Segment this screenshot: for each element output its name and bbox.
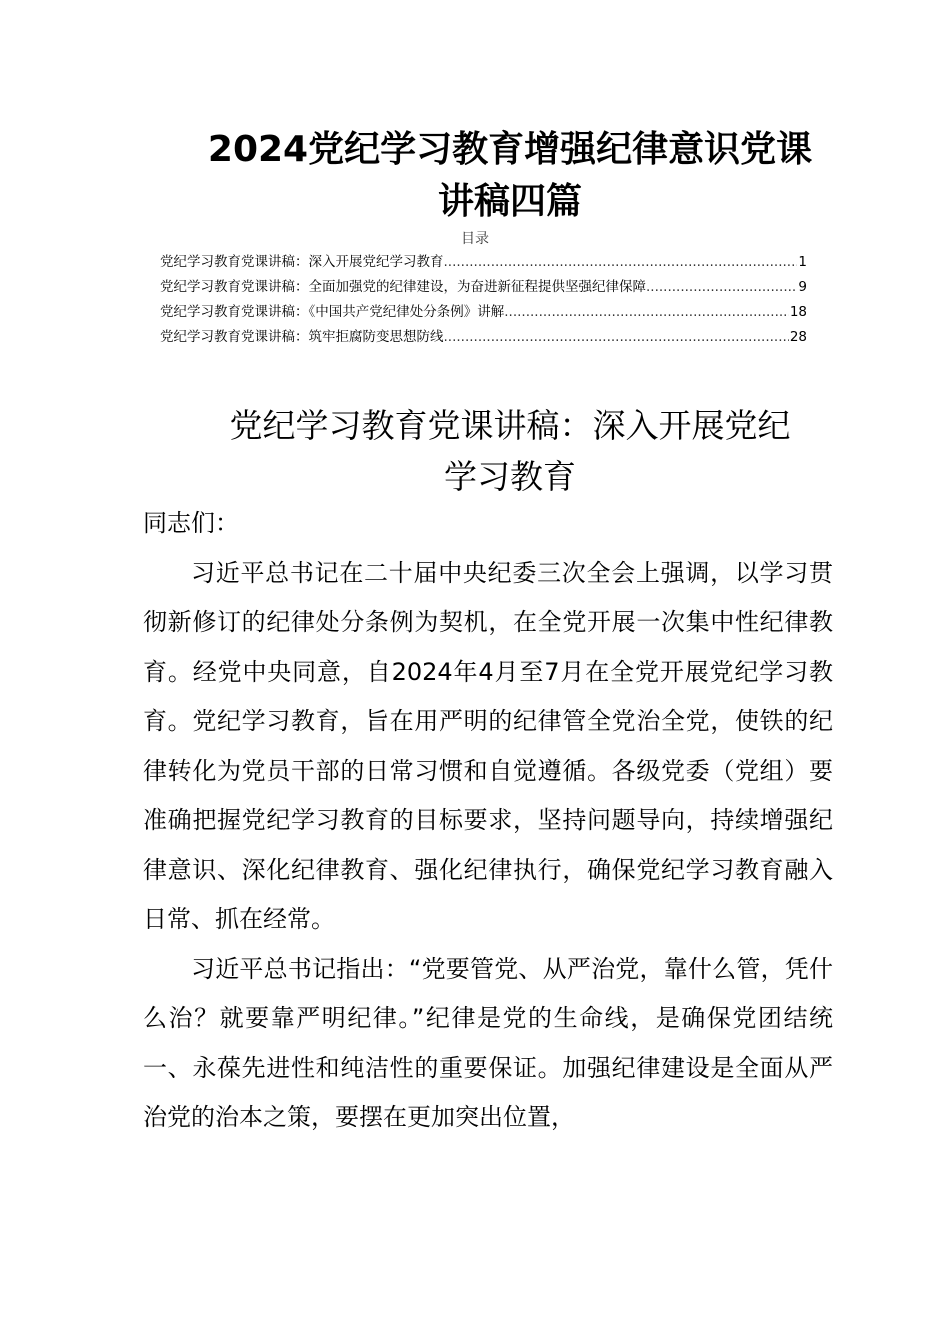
toc-entry-1[interactable] — [160, 250, 807, 275]
toc-leader-dots — [444, 325, 789, 350]
table-of-contents — [160, 250, 807, 350]
body-paragraph-1: 习近平总书记在二十届中央纪委三次全会上强调，以学习贯彻新修订的纪律处分条例为契机，在全党开展一次集中性纪律教育。经党中央同意，自2024年4月至7月在全党开展党纪学习教育。党纪学习教育，旨在用严明的纪律管全党治全党，使铁的纪律转化为党员干部的日常习惯和自觉遵循。各级党委（党组）要准确把握党纪学习教育的目标要求，坚持问题导向，持续增强纪律意识、深化纪律教育、强化纪律执行，确保党纪学习教育融入日常、抓在经常。 — [143, 558, 833, 933]
toc-entry-text: 党纪学习教育党课讲稿：深入开展党纪学习教育 — [160, 254, 444, 270]
toc-leader-dots — [504, 300, 789, 325]
toc-entry-2[interactable] — [160, 275, 807, 300]
salutation: 同志们： — [143, 509, 239, 537]
toc-leader-dots — [646, 275, 797, 300]
document-title: 2024党纪学习教育增强纪律意识党课讲稿四篇 — [207, 129, 813, 222]
toc-entry-page: 1 — [798, 254, 807, 270]
body-paragraph-2: 习近平总书记指出：“党要管党、从严治党，靠什么管，凭什么治？就要靠严明纪律。”纪律是党的生命线，是确保党团结统一、永葆先进性和纯洁性的重要保证。加强纪律建设是全面从严治党的治本之策，要摆在更加突出位置， — [143, 954, 833, 1131]
toc-entry-4[interactable] — [160, 325, 807, 350]
toc-entry-text: 党纪学习教育党课讲稿：全面加强党的纪律建设，为奋进新征程提供坚强纪律保障 — [160, 279, 646, 295]
toc-leader-dots — [444, 250, 798, 275]
section-title: 党纪学习教育党课讲稿：深入开展党纪学习教育 — [229, 406, 791, 496]
toc-entry-3[interactable] — [160, 300, 807, 325]
toc-heading: 目录 — [461, 231, 489, 247]
toc-entry-text: 党纪学习教育党课讲稿：筑牢拒腐防变思想防线 — [160, 329, 444, 345]
toc-entry-page: 28 — [789, 329, 807, 345]
toc-entry-page: 18 — [789, 304, 807, 320]
toc-entry-text: 党纪学习教育党课讲稿：《中国共产党纪律处分条例》讲解 — [160, 304, 505, 320]
body-text — [143, 499, 833, 1143]
toc-entry-page: 9 — [798, 279, 807, 295]
